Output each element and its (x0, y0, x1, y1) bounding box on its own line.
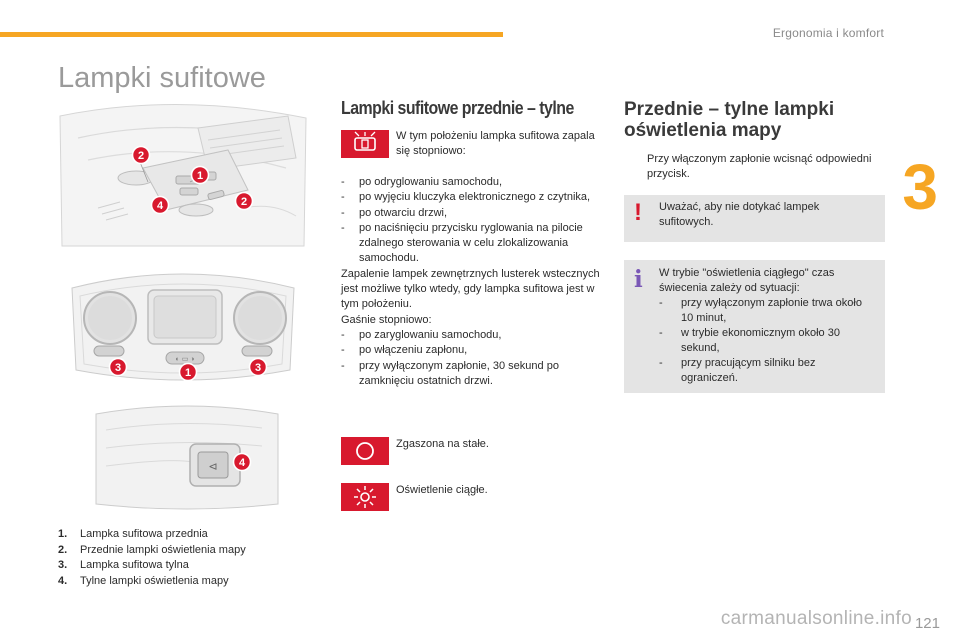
callout-badge-4 (152, 197, 169, 214)
list-item: - przy pracującym silniku bez ograniczeń. (659, 357, 816, 384)
svg-text:2: 2 (240, 196, 248, 208)
map-lamps-heading: Przednie – tylne lampki oświetlenia mapy (624, 99, 835, 141)
svg-text:⊲: ⊲ (208, 461, 218, 473)
svg-text:4: 4 (156, 200, 164, 212)
list-item: - po odryglowaniu samochodu, (341, 176, 503, 188)
front-rear-body (341, 175, 601, 389)
svg-text:1: 1 (196, 170, 204, 182)
list-item: - po włączeniu zapłonu, (341, 344, 468, 357)
door-mode-description: W tym położeniu lampka sufitowa zapala się stopniowo: (396, 130, 595, 157)
list-item: - po otwarciu drzwi, (341, 206, 448, 219)
section-accent-bar (0, 32, 503, 37)
off-mode-icon (341, 437, 389, 465)
off-mode-description: Zgaszona na stałe. (396, 438, 489, 450)
list-item: - po wyjęciu kluczyka elektronicznego z czytnika, (341, 191, 591, 204)
svg-text:3: 3 (254, 362, 262, 374)
on-mode-icon (341, 483, 389, 511)
warning-note (624, 195, 885, 242)
callout-legend (58, 527, 246, 589)
list-item: - po naciśnięciu przycisku ryglowania na pilocie zdalnego sterowania w celu zlokalizowania samochodu. (341, 221, 583, 265)
legend-item: 3. Lampka sufitowa tylna (58, 559, 189, 571)
svg-text:2: 2 (137, 150, 145, 162)
bullet-arrow-icon (624, 152, 647, 182)
warning-text: Uważać, aby nie dotykać lampek sufitowych. (659, 201, 820, 228)
svg-text:1: 1 (184, 367, 192, 379)
legend-item: 1. Lampka sufitowa przednia (58, 528, 208, 540)
svg-text:4: 4 (238, 457, 246, 469)
info-note (624, 260, 885, 393)
warning-icon: ! (634, 199, 642, 226)
info-text: W trybie "oświetlenia ciągłego" czas świecenia zależy od sytuacji: - przy wyłączonym zapłonie trwa około 10 minut, - w trybie ekonomicznym około 30 sekund, - przy pracującym silniku bez ograniczeń. (659, 266, 874, 386)
door-mode-icon (341, 130, 389, 158)
list-item: - przy wyłączonym zapłonie trwa około 10 minut, (659, 297, 862, 324)
rear-map-lamp-illustration (92, 400, 282, 512)
info-icon: i (634, 266, 643, 293)
page-number: 121 (914, 615, 940, 632)
callout-badge-4 (234, 454, 251, 471)
chapter-number: 3 (902, 151, 938, 223)
callout-badge-2 (133, 147, 150, 164)
list-item: - w trybie ekonomicznym około 30 sekund, (659, 327, 840, 354)
callout-badge-1 (180, 364, 197, 381)
page-title: Lampki sufitowe (58, 62, 266, 94)
on-mode-description: Oświetlenie ciągłe. (396, 484, 488, 496)
front-console-illustration (58, 98, 308, 248)
watermark: carmanualsonline.info (720, 608, 912, 629)
svg-text:◐ ▭ ◑: ◐ ▭ ◑ (175, 356, 195, 363)
callout-badge-2 (236, 193, 253, 210)
map-lamps-instruction: Przy włączonym zapłonie wcisnąć odpowiedni przycisk. (624, 152, 884, 182)
section-name: Ergonomia i komfort (772, 26, 884, 40)
off-intro: Gaśnie stopniowo: (341, 313, 432, 326)
callout-badge-3 (250, 359, 267, 376)
legend-item: 4. Tylne lampki oświetlenia mapy (58, 574, 229, 587)
legend-item: 2. Przednie lampki oświetlenia mapy (58, 543, 246, 556)
callout-badge-3 (110, 359, 127, 376)
callout-badge-1 (192, 167, 209, 184)
list-item: - przy wyłączonym zapłonie, 30 sekund po zamknięciu ostatnich drzwi. (341, 359, 559, 387)
svg-text:3: 3 (114, 362, 122, 374)
mirror-note: Zapalenie lampek zewnętrznych lusterek wstecznych jest możliwe tylko wtedy, gdy lampka sufitowa jest w tym położeniu. (341, 267, 600, 311)
list-item: - po zaryglowaniu samochodu, (341, 328, 502, 341)
front-rear-heading: Lampki sufitowe przednie – tylne (341, 97, 574, 118)
rear-lamp-illustration (68, 266, 298, 396)
